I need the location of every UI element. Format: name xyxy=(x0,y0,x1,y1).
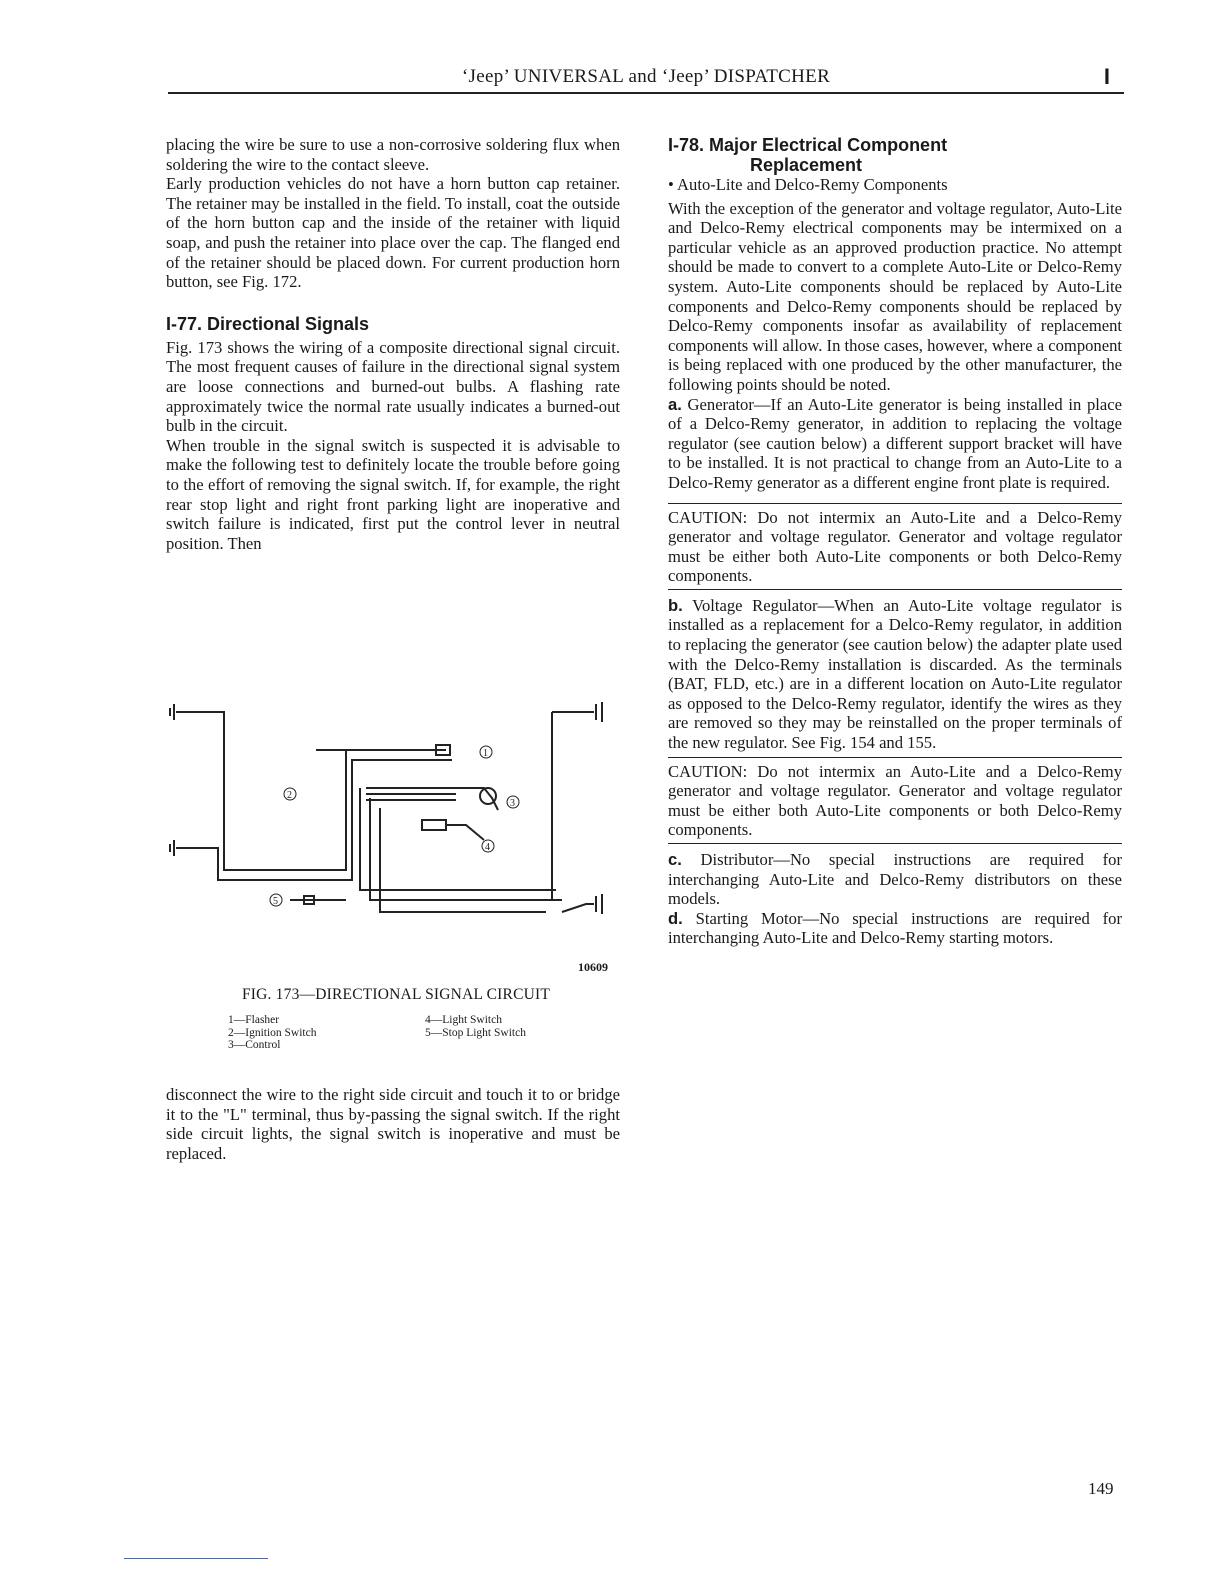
figure-legend-right xyxy=(425,1014,526,1039)
paragraph: With the exception of the generator and voltage regulator, Auto-Lite and Delco-Remy electrical components may be intermixed on a particular vehicle as an approved production practice. No attempt should be made to convert to a complete Auto-Lite or Delco-Remy system. Auto-Lite components should be replaced by Auto-Lite components and Delco-Remy components should be replaced by Delco-Remy components insofar as availability of replacement components will allow. In those cases, however, where a component is being replaced with one produced by the other manufacturer, the following points should be noted. xyxy=(668,198,1122,394)
paragraph: Early production vehicles do not have a horn button cap retainer. The retainer may be installed in the field. To install, coat the outside of the horn button cap and the inside of the retainer with liquid soap, and push the retainer into place over the cap. The flanged end of the retainer should be placed down. For current production horn button, see Fig. 172. xyxy=(166,174,620,292)
item-d xyxy=(668,909,1122,948)
item-label: c. xyxy=(668,850,682,869)
callout-2: 2 xyxy=(287,790,292,801)
item-c xyxy=(668,850,1122,909)
item-label: d. xyxy=(668,908,683,928)
item-text: Starting Motor—No special instructions are required for interchanging Auto-Lite and Delco-Remy starting motors. xyxy=(668,908,1123,948)
right-rear-lamp xyxy=(562,894,602,914)
caution-box xyxy=(668,757,1122,844)
legend-item: 3—Control xyxy=(228,1039,281,1051)
section-marker: I xyxy=(1103,64,1110,89)
legend-item: 1—Flasher xyxy=(228,1014,280,1026)
running-header xyxy=(168,64,1124,92)
directional-signal-diagram xyxy=(166,690,626,990)
header-rule xyxy=(168,92,1124,94)
section-heading-i78: I-78. Major Electrical Component xyxy=(668,135,948,155)
right-column xyxy=(668,135,1122,948)
paragraph: disconnect the wire to the right side circuit and touch it to or bridge it to the "L" terminal, thus by-passing the signal switch. If the right side circuit lights, the signal switch is inoperative and must be replaced. xyxy=(166,1085,620,1163)
rear-left-lamp xyxy=(170,840,174,856)
front-left-lamp xyxy=(170,704,174,720)
bullet-subheading xyxy=(668,175,1122,195)
legend-item: 5—Stop Light Switch xyxy=(425,1026,526,1039)
item-a xyxy=(668,395,1122,493)
page-number: 149 xyxy=(1088,1479,1114,1498)
caution-box xyxy=(668,503,1122,590)
figure-caption: FIG. 173—DIRECTIONAL SIGNAL CIRCUIT xyxy=(241,986,551,1003)
footer-rule xyxy=(124,1558,268,1559)
callout-3: 3 xyxy=(510,798,515,809)
wiring-diagram xyxy=(166,690,626,950)
callout-1: 1 xyxy=(483,748,488,759)
figure-legend-left xyxy=(228,1014,317,1052)
item-text: Generator—If an Auto-Lite generator is being installed in place of a Delco-Remy generator, in addition to replacing the voltage regulator (see caution below) a different support bracket will have to be installed. It is not practical to change from an Auto-Lite to a Delco-Remy generator as a different engine front plate is required. xyxy=(668,394,1122,492)
item-b xyxy=(668,596,1122,753)
paragraph: placing the wire be sure to use a non-corrosive soldering flux when soldering the wire to the contact sleeve. xyxy=(166,135,620,174)
figure-number: 10609 xyxy=(578,960,608,974)
left-column xyxy=(166,135,620,553)
left-column-continued xyxy=(166,1085,620,1163)
caution-text: CAUTION: Do not intermix an Auto-Lite and a Delco-Remy generator and voltage regulator. Generator and voltage regulator must be either both Auto-Lite components or both Delco-Remy components. xyxy=(668,507,1122,586)
caution-text: CAUTION: Do not intermix an Auto-Lite and a Delco-Remy generator and voltage regulator. Generator and voltage regulator must be either both Auto-Lite components or both Delco-Remy components. xyxy=(668,761,1122,840)
header-title: ‘Jeep’ UNIVERSAL and ‘Jeep’ DISPATCHER xyxy=(461,66,831,87)
right-front-lamp xyxy=(552,702,602,722)
paragraph: Fig. 173 shows the wiring of a composite directional signal circuit. The most frequent causes of failure in the directional signal system are loose connections and burned-out bulbs. A flashing rate approximately twice the normal rate usually indicates a burned-out bulb in the circuit. xyxy=(166,337,620,436)
item-text: Voltage Regulator—When an Auto-Lite voltage regulator is installed as a replacement for a Delco-Remy regulator, in addition to replacing the generator (see caution below) the adapter plate used with the Delco-Remy installation is discarded. As the terminals (BAT, FLD, etc.) are in a different location on Auto-Lite regulator as opposed to the Delco-Remy regulator, identify the wires as they are removed so they may be reinstalled on the proper terminals of the new regulator. See Fig. 154 and 155. xyxy=(668,595,1122,753)
section-heading-i78-line2: Replacement xyxy=(750,155,863,175)
callout-5: 5 xyxy=(273,896,278,907)
item-label: a. xyxy=(668,394,682,414)
legend-item: 2—Ignition Switch xyxy=(228,1026,317,1039)
item-label: b. xyxy=(668,595,683,615)
item-text: Distributor—No special instructions are required for interchanging Auto-Lite and Delco-Remy distributors on these models. xyxy=(668,850,1122,909)
section-heading-i77: I-77. Directional Signals xyxy=(166,313,370,334)
legend-item: 4—Light Switch xyxy=(425,1014,502,1026)
bullet-icon: • xyxy=(668,175,674,194)
bullet-text: Auto-Lite and Delco-Remy Components xyxy=(677,175,948,194)
callout-4: 4 xyxy=(485,842,490,853)
paragraph: When trouble in the signal switch is suspected it is advisable to make the following test to definitely locate the trouble before going to the effort of removing the signal switch. If, for example, the right rear stop light and right front parking light are inoperative and switch failure is indicated, first put the control lever in neutral position. Then xyxy=(166,435,620,553)
